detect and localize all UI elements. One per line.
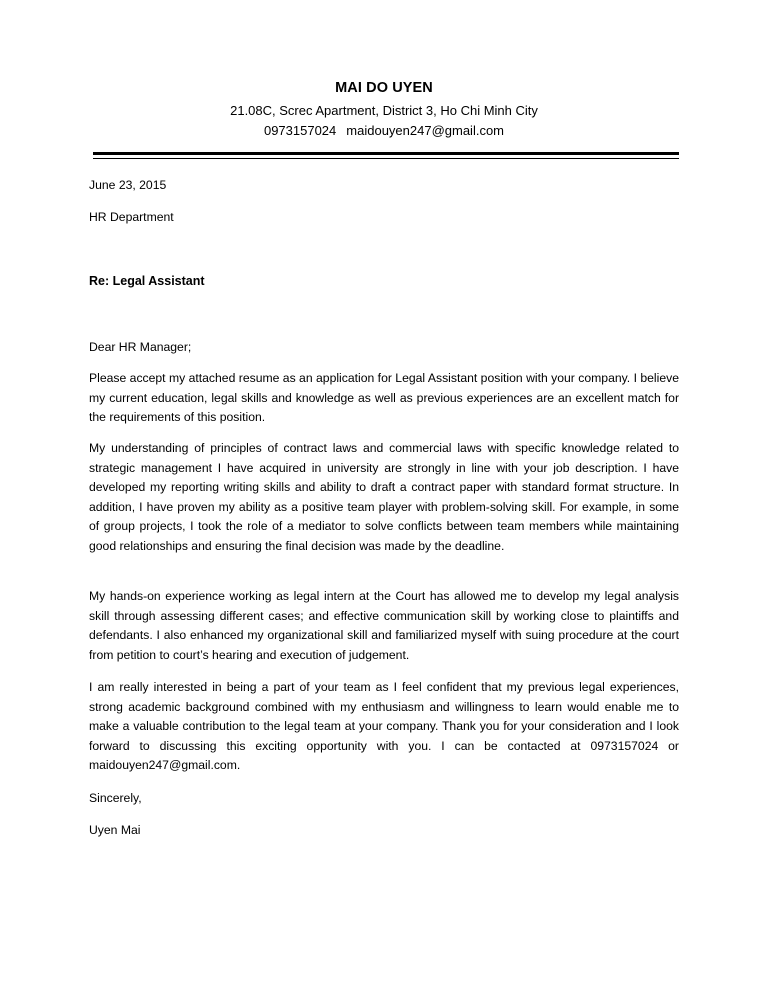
letter-signature: Uyen Mai bbox=[89, 823, 141, 837]
letter-recipient: HR Department bbox=[89, 210, 174, 224]
applicant-phone: 0973157024 bbox=[263, 123, 337, 138]
header-divider-thin bbox=[93, 158, 679, 159]
letter-paragraph-1: Please accept my attached resume as an application for Legal Assistant position with your company. I believe my current education, legal skills and knowledge as well as previous experiences are an excellent match for the requirements of this position. bbox=[89, 371, 679, 425]
letter-closing: Sincerely, bbox=[89, 791, 142, 805]
letter-paragraph-3: My hands-on experience working as legal intern at the Court has allowed me to develop my legal analysis skill through assessing different cases; and effective communication skill by working close to plaintiffs and defendants. I also enhanced my organizational skill and familiarized myself with suing procedure at the court from petition to court’s hearing and execution of judgement. bbox=[89, 589, 679, 662]
letter-date: June 23, 2015 bbox=[89, 178, 167, 192]
applicant-email: maidouyen247@gmail.com bbox=[346, 123, 505, 138]
applicant-name: MAI DO UYEN bbox=[335, 80, 433, 96]
letter-salutation: Dear HR Manager; bbox=[89, 340, 192, 354]
header-divider-thick bbox=[93, 152, 679, 155]
letter-subject: Re: Legal Assistant bbox=[89, 274, 205, 288]
letter-paragraph-2: My understanding of principles of contract laws and commercial laws with specific knowledge related to strategic management I have acquired in university are strongly in line with your job description. I have developed my reporting writing skills and ability to draft a contract paper with standard format structure. In addition, I have proven my ability as a positive team player with problem-solving skill. For example, in some of group projects, I took the role of a mediator to solve conflicts between team members while maintaining good relationships and ensuring the final decision was made by the deadline. bbox=[89, 441, 679, 553]
applicant-contact bbox=[89, 121, 679, 141]
letter-header bbox=[89, 78, 679, 141]
letter-paragraph-4: I am really interested in being a part of your team as I feel confident that my previous legal experiences, strong academic background combined with my enthusiasm and willingness to learn would enable me to make a valuable contribution to the legal team at your company. Thank you for your consideration and I look forward to discussing this exciting opportunity with you. I can be contacted at 0973157024 or maidouyen247@gmail.com. bbox=[89, 680, 679, 773]
applicant-address: 21.08C, Screc Apartment, District 3, Ho Chi Minh City bbox=[230, 103, 538, 118]
